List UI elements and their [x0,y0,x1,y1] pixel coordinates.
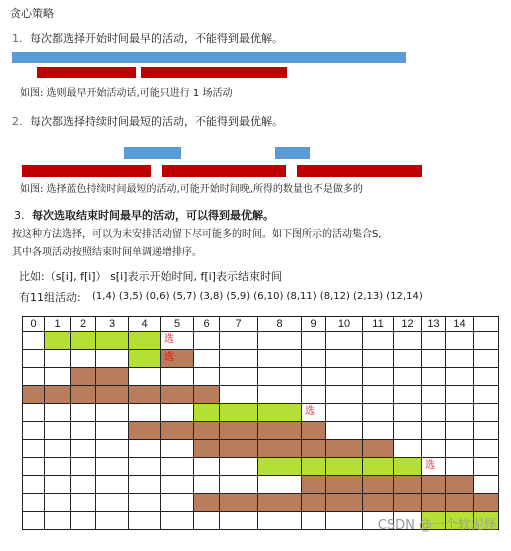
grid-cell [220,512,258,530]
time-header-cell: 11 [363,317,394,332]
grid-cell [474,368,499,386]
grid-cell [394,386,422,404]
activity-row [23,476,499,494]
selected-activity-cell [45,332,71,350]
grid-cell [258,332,302,350]
grid-cell [45,458,71,476]
activity-cell [45,386,71,404]
activity-cell [194,422,220,440]
grid-cell [326,332,363,350]
activity-cell [161,386,194,404]
activity-cell [302,476,326,494]
grid-cell [446,440,474,458]
grid-cell [474,332,499,350]
activity-cell [96,386,129,404]
time-header-cell: 4 [129,317,161,332]
activity-cell [71,368,96,386]
grid-cell [220,458,258,476]
grid-cell [71,440,96,458]
selected-activity-cell [258,458,302,476]
selected-marker: 选 [164,334,174,345]
grid-cell [161,458,194,476]
time-header-cell: 0 [23,317,45,332]
time-header-cell: 12 [394,317,422,332]
time-header-cell: 9 [302,317,326,332]
section-3-number: 3. [14,209,25,222]
activity-cell [258,440,302,458]
grid-cell [45,476,71,494]
grid-cell [446,350,474,368]
activity-cell [363,494,394,512]
grid-cell [446,404,474,422]
activity-schedule-grid [22,316,499,530]
section-2-heading: 每次都选择持续时间最短的活动，不能得到最优解。 [30,115,283,128]
grid-cell [474,422,499,440]
grid-cell [96,422,129,440]
grid-cell [220,386,258,404]
grid-cell [394,350,422,368]
grid-cell [194,476,220,494]
grid-cell [363,332,394,350]
time-header-cell: 6 [194,317,220,332]
time-header-cell: 3 [96,317,129,332]
grid-cell [23,350,45,368]
activity-cell [326,440,363,458]
grid-cell [194,458,220,476]
activity-cell [326,476,363,494]
activity-list: (1,4) (3,5) (0,6) (5,7) (3,8) (5,9) (6,10) (8,11) (8,12) (2,13) (12,14) [92,291,423,302]
grid-cell [194,350,220,368]
section-3-paragraph-1: 按这种方法选择，可以为未安排活动留下尽可能多的时间。如下图所示的活动集合S, [12,229,382,240]
grid-cell [474,404,499,422]
grid-cell [161,440,194,458]
time-header-cell: 7 [220,317,258,332]
grid-cell [422,368,446,386]
grid-cell [422,404,446,422]
grid-cell [422,386,446,404]
grid-cell [363,350,394,368]
page-title: 贪心策略 [10,7,54,20]
time-header-cell: 2 [71,317,96,332]
grid-cell [326,404,363,422]
activity-cell [446,476,474,494]
grid-cell [129,440,161,458]
notation-example: 比如:（s[i], f[i]） s[i]表示开始时间, f[i]表示结束时间 [19,270,282,283]
activity-row [23,458,499,476]
selected-activity-cell [363,458,394,476]
grid-cell [71,458,96,476]
grid-cell [220,368,258,386]
section-1-heading: 每次都选择开始时间最早的活动，不能得到最优解。 [30,32,283,45]
selected-activity-cell [220,404,258,422]
grid-cell [23,332,45,350]
grid-cell [394,404,422,422]
grid-cell [326,512,363,530]
activity-cell [220,422,258,440]
time-header-cell: 8 [258,317,302,332]
grid-cell [194,368,220,386]
grid-cell [446,458,474,476]
grid-cell [302,332,326,350]
grid-cell [363,386,394,404]
grid-cell [96,350,129,368]
activity-cell [161,350,194,368]
grid-cell [161,404,194,422]
grid-cell [161,332,194,350]
section-2-caption: 如图: 选择蓝色持续时间最短的活动,可能开始时间晚,所得的数量也不是做多的 [20,184,363,195]
grid-cell [326,368,363,386]
selected-activity-cell [394,458,422,476]
grid-cell [474,386,499,404]
grid-cell [302,386,326,404]
activity-cell [302,440,326,458]
activity-cell [394,494,422,512]
grid-cell [45,350,71,368]
section-1-number: 1. [12,32,23,45]
grid-cell [129,368,161,386]
grid-cell [422,350,446,368]
grid-cell [258,368,302,386]
activity-bar [22,165,151,177]
section-2-number: 2. [12,115,23,128]
activity-cell [161,422,194,440]
grid-cell [258,512,302,530]
watermark: CSDN @一个软泥怪 [377,518,497,533]
time-header-cell: 14 [446,317,474,332]
grid-cell [363,422,394,440]
activity-row [23,386,499,404]
selected-marker: 选 [425,460,435,471]
grid-cell [45,494,71,512]
grid-cell [302,368,326,386]
grid-cell [474,476,499,494]
activity-cell [71,386,96,404]
section-3-heading: 每次选取结束时间最早的活动，可以得到最优解。 [32,209,274,222]
selected-activity-cell [194,404,220,422]
grid-cell [129,476,161,494]
grid-cell [71,476,96,494]
grid-cell [446,386,474,404]
grid-cell [161,368,194,386]
activity-cell [394,476,422,494]
grid-cell [96,476,129,494]
grid-cell [71,512,96,530]
activity-count-label: 有11组活动: [19,291,81,304]
grid-cell [161,476,194,494]
grid-cell [363,404,394,422]
grid-cell [45,440,71,458]
activity-cell [23,386,45,404]
grid-cell [422,332,446,350]
time-header-cell: 10 [326,317,363,332]
activity-cell [194,440,220,458]
grid-cell [474,458,499,476]
long-activity-bar [12,52,406,63]
grid-cell [96,440,129,458]
grid-cell [474,350,499,368]
activity-cell [446,494,474,512]
activity-row [23,368,499,386]
selected-activity-cell [302,458,326,476]
activity-row [23,440,499,458]
grid-cell [96,494,129,512]
activity-bar [297,165,422,177]
activity-cell [194,386,220,404]
activity-cell [422,494,446,512]
selected-marker: 选 [305,406,315,417]
grid-cell [326,350,363,368]
grid-cell [474,317,499,332]
activity-row [23,404,499,422]
selected-activity-cell [129,350,161,368]
grid-cell [23,458,45,476]
grid-cell [194,512,220,530]
grid-cell [23,368,45,386]
activity-row [23,332,499,350]
section-1-caption: 如图: 选则最早开始活动话,可能只进行 1 场活动 [20,88,233,99]
short-activity-bar [275,147,310,159]
grid-cell [161,512,194,530]
grid-cell [302,512,326,530]
grid-cell [258,350,302,368]
selected-activity-cell [258,404,302,422]
activity-row [23,494,499,512]
activity-cell [220,494,258,512]
activity-cell [326,494,363,512]
grid-cell [71,350,96,368]
grid-cell [129,512,161,530]
selected-activity-cell [96,332,129,350]
grid-cell [23,476,45,494]
grid-cell [446,332,474,350]
grid-cell [302,404,326,422]
grid-cell [302,350,326,368]
grid-cell [71,404,96,422]
grid-cell [394,440,422,458]
section-3-paragraph-2: 其中各项活动按照结束时间单调递增排序。 [12,247,202,258]
grid-cell [23,512,45,530]
grid-cell [220,476,258,494]
activity-bar [162,165,286,177]
activity-row [23,350,499,368]
grid-cell [326,422,363,440]
activity-bar [37,67,136,78]
activity-cell [422,476,446,494]
activity-cell [220,440,258,458]
time-header-cell: 5 [161,317,194,332]
activity-cell [474,494,499,512]
grid-cell [45,512,71,530]
grid-cell [194,332,220,350]
short-activity-bar [124,147,181,159]
grid-cell [326,386,363,404]
grid-cell [220,350,258,368]
grid-cell [23,404,45,422]
grid-cell [23,494,45,512]
grid-cell [422,440,446,458]
activity-bar [141,67,287,78]
activity-cell [258,422,302,440]
grid-cell [422,458,446,476]
activity-cell [129,386,161,404]
grid-cell [96,404,129,422]
grid-cell [96,458,129,476]
activity-cell [129,422,161,440]
grid-cell [23,440,45,458]
grid-cell [258,386,302,404]
grid-cell [363,368,394,386]
grid-cell [71,494,96,512]
activity-cell [302,422,326,440]
activity-cell [258,494,302,512]
selected-activity-cell [71,332,96,350]
grid-cell [422,422,446,440]
activity-cell [96,368,129,386]
activity-cell [363,476,394,494]
grid-header-row [23,317,499,332]
time-header-cell: 1 [45,317,71,332]
grid-cell [258,476,302,494]
grid-cell [45,404,71,422]
selected-activity-cell [129,332,161,350]
grid-cell [394,332,422,350]
grid-cell [129,458,161,476]
grid-cell [474,440,499,458]
grid-cell [220,332,258,350]
time-header-cell: 13 [422,317,446,332]
activity-row [23,422,499,440]
grid-cell [45,422,71,440]
grid-cell [129,404,161,422]
grid-cell [129,494,161,512]
grid-cell [161,494,194,512]
grid-cell [394,422,422,440]
grid-cell [96,512,129,530]
grid-cell [446,422,474,440]
grid-cell [45,368,71,386]
grid-cell [446,368,474,386]
selected-activity-cell [326,458,363,476]
activity-cell [194,494,220,512]
grid-cell [394,368,422,386]
activity-cell [363,440,394,458]
grid-cell [23,422,45,440]
activity-cell [302,494,326,512]
grid-cell [71,422,96,440]
selected-marker: 选 [164,352,174,363]
